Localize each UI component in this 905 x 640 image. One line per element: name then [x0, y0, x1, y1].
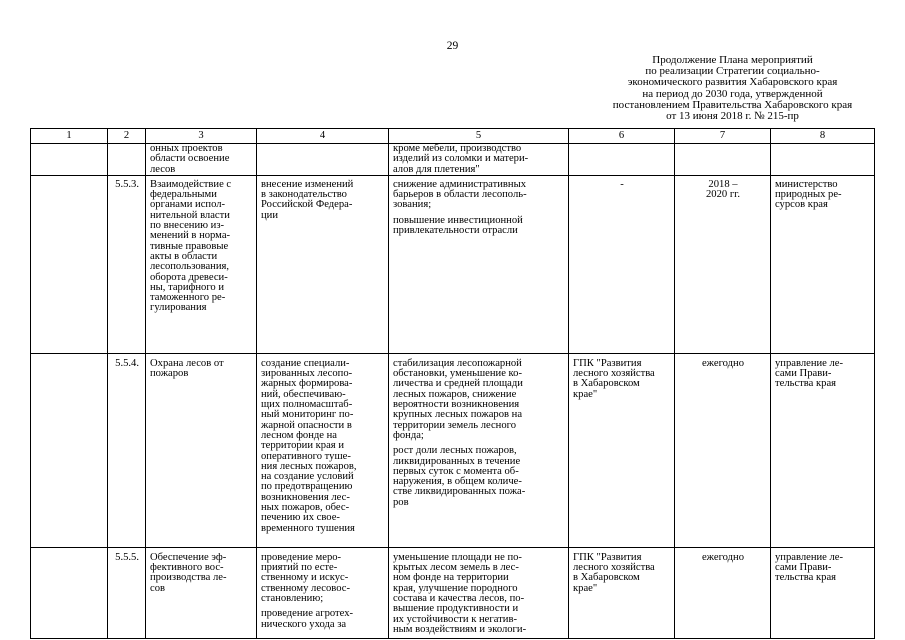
table-row	[31, 547, 875, 638]
header-line: от 13 июня 2018 г. № 215-пр	[666, 110, 799, 123]
responsible: управление ле- сами Прави- тельства края	[771, 353, 875, 547]
mechanism: проведение меро- приятий по есте- ственному и искус- ственному лесовос- становлению; проведение агротех- нического ухода за	[257, 547, 389, 638]
column-header: 4	[257, 129, 389, 144]
deadline: ежегодно	[675, 353, 771, 547]
deadline: ежегодно	[675, 547, 771, 638]
column-header: 7	[675, 129, 771, 144]
table-cell	[31, 144, 108, 176]
responsible: министерство природных ре- сурсов края	[771, 175, 875, 353]
page-number: 29	[446, 40, 459, 52]
table-row	[31, 353, 875, 547]
header-line: по реализации Стратегии социально-	[645, 65, 820, 78]
column-numbers-row	[31, 129, 875, 144]
measure-name: Охрана лесов от пожаров	[146, 353, 257, 547]
header-line: постановлением Правительства Хабаровского края	[612, 98, 853, 111]
program	[569, 144, 675, 176]
table-cell	[31, 547, 108, 638]
column-header: 3	[146, 129, 257, 144]
plan-table	[30, 128, 875, 639]
expected-result: кроме мебели, производство изделий из соломки и матери- алов для плетения"	[389, 144, 569, 176]
table-cell	[31, 175, 108, 353]
column-header: 6	[569, 129, 675, 144]
program: -	[569, 175, 675, 353]
measure-name: Обеспечение эф- фективного вос- производства ле- сов	[146, 547, 257, 638]
item-number	[108, 144, 146, 176]
responsible	[771, 144, 875, 176]
mechanism	[257, 144, 389, 176]
deadline	[675, 144, 771, 176]
header-line: на период до 2030 года, утвержденной	[642, 87, 823, 100]
program: ГПК "Развития лесного хозяйства в Хабаровском крае"	[569, 353, 675, 547]
header-line: экономического развития Хабаровского края	[627, 76, 838, 89]
item-number: 5.5.4.	[108, 353, 146, 547]
item-number: 5.5.5.	[108, 547, 146, 638]
document-header	[590, 55, 875, 122]
expected-result: уменьшение площади не по- крытых лесом земель в лес- ном фонде на территории края, улучшение породного состава и качества лесов, по- вышение продуктивности и их устойчивости к негатив- ным воздействиям и экологи-	[389, 547, 569, 638]
expected-result: стабилизация лесопожарной обстановки, уменьшение ко- личества и средней площади лесных пожаров, снижение вероятности возникновения крупных лесных пожаров на территории земель лесного фонда; рост доли лесных пожаров, ликвидированных в течение первых суток с момента об- наружения, в общем количе- стве ликвидированных пожа- ров	[389, 353, 569, 547]
header-line: Продолжение Плана мероприятий	[652, 54, 813, 66]
column-header: 1	[31, 129, 108, 144]
table-cell	[31, 353, 108, 547]
column-header: 5	[389, 129, 569, 144]
responsible: управление ле- сами Прави- тельства края	[771, 547, 875, 638]
table-row	[31, 144, 875, 176]
mechanism: создание специали- зированных лесопо- жарных формирова- ний, обеспечиваю- щих полномасштаб- ный мониторинг по- жарной опасности в лесном фонде на территории края и оперативного туше- ния лесных пожаров, на создание условий по предотвращению возникновения лес- ных пожаров, обес- печению их свое- временного тушения	[257, 353, 389, 547]
table-row	[31, 175, 875, 353]
program: ГПК "Развития лесного хозяйства в Хабаровском крае"	[569, 547, 675, 638]
column-header: 8	[771, 129, 875, 144]
measure-name: Взаимодействие с федеральными органами испол- нительной власти по внесению из- менений в норма- тивные правовые акты в области лесопользования, оборота древеси- ны, тарифного и таможенного ре- гулирования	[146, 175, 257, 353]
expected-result: снижение административных барьеров в области лесополь- зования; повышение инвестиционной привлекательности отрасли	[389, 175, 569, 353]
item-number: 5.5.3.	[108, 175, 146, 353]
measure-name: онных проектов области освоение лесов	[146, 144, 257, 176]
deadline: 2018 – 2020 гг.	[675, 175, 771, 353]
mechanism: внесение изменений в законодательство Российской Федера- ции	[257, 175, 389, 353]
column-header: 2	[108, 129, 146, 144]
